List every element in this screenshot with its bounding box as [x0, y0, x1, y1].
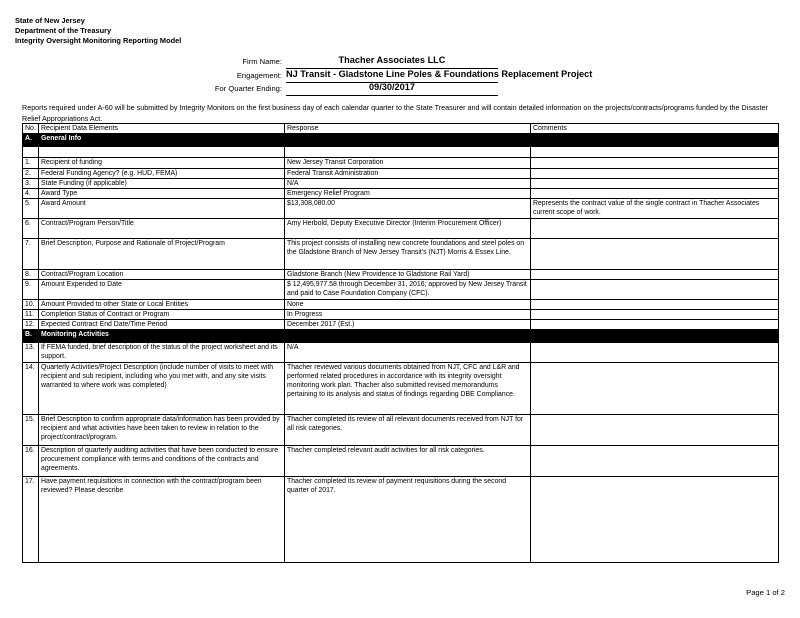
quarter-value: 09/30/2017 [369, 82, 415, 92]
row-comment [531, 343, 779, 363]
row-no: 9. [23, 280, 39, 300]
table-row [23, 415, 779, 446]
engagement-row [0, 69, 800, 81]
row-response: $ 12,495,977.58 through December 31, 2016; approved by New Jersey Transit and paid to Case Foundation Company (CFC). [285, 280, 531, 300]
row-response: Amy Herbold, Deputy Executive Director (Interim Procurement Officer) [285, 219, 531, 239]
row-comment [531, 310, 779, 320]
row-element: Amount Provided to other State or Local Entities [39, 300, 285, 310]
agency-department: Department of the Treasury [15, 26, 112, 36]
row-no: 3. [23, 179, 39, 189]
table-row [23, 270, 779, 280]
firm-label: Firm Name: [242, 57, 282, 66]
table-row [23, 219, 779, 239]
row-comment [531, 300, 779, 310]
table-row [23, 147, 779, 158]
row-no: 10. [23, 300, 39, 310]
row-comment [531, 270, 779, 280]
section-no: A. [23, 134, 39, 147]
row-no: 2. [23, 169, 39, 179]
row-response: This project consists of installing new concrete foundations and steel poles on the Gladstone Branch of New Jersey Transit's (NJT) Morris & Essex Line. [285, 239, 531, 270]
row-element: Completion Status of Contract or Program [39, 310, 285, 320]
row-element: Brief Description to confirm appropriate data/information has been provided by recipient and what activities have been taken to review in relation to the project/contract/program. [39, 415, 285, 446]
table-row [23, 446, 779, 477]
row-response: N/A [285, 343, 531, 363]
report-model-title: Integrity Oversight Monitoring Reporting Model [15, 36, 182, 46]
engagement-label: Engagement: [236, 71, 282, 80]
row-element: Quarterly Activities/Project Description (include number of visits to meet with recipient and sub recipient, including who you met with, and any site visits warranted to where work was completed) [39, 363, 285, 415]
row-no: 7. [23, 239, 39, 270]
section-no: B. [23, 330, 39, 343]
row-element: Contract/Program Location [39, 270, 285, 280]
row-response: In Progress [285, 310, 531, 320]
header-comments: Comments [531, 124, 779, 134]
row-comment [531, 189, 779, 199]
row-element: Brief Description, Purpose and Rationale of Project/Program [39, 239, 285, 270]
row-no: 1. [23, 158, 39, 169]
row-response: New Jersey Transit Corporation [285, 158, 531, 169]
quarter-row [0, 82, 800, 94]
row-response: Thacher completed relevant audit activities for all risk categories. [285, 446, 531, 477]
row-no: 13. [23, 343, 39, 363]
table-row [23, 280, 779, 300]
row-response: Federal Transit Administration [285, 169, 531, 179]
row-response: Thacher completed its review of all relevant documents received from NJT for all risk categories. [285, 415, 531, 446]
agency-header [15, 16, 181, 47]
table-row [23, 320, 779, 330]
row-comment [531, 169, 779, 179]
row-no [23, 147, 39, 158]
row-no: 15. [23, 415, 39, 446]
row-no: 8. [23, 270, 39, 280]
row-comment: Represents the contract value of the single contract in Thacher Associates current scope of work. [531, 199, 779, 219]
row-element: State Funding (if applicable) [39, 179, 285, 189]
row-no: 6. [23, 219, 39, 239]
quarter-label: For Quarter Ending: [214, 84, 282, 93]
row-response: $13,308,080.00 [285, 199, 531, 219]
row-comment [531, 239, 779, 270]
table-row [23, 363, 779, 415]
row-element: Award Amount [39, 199, 285, 219]
row-element: Award Type [39, 189, 285, 199]
firm-row [0, 55, 800, 67]
report-table [22, 123, 779, 563]
header-element: Recipient Data Elements [39, 124, 285, 134]
page-number: Page 1 of 2 [746, 588, 785, 597]
table-row [23, 343, 779, 363]
row-element: If FEMA funded, brief description of the status of the project worksheet and its support. [39, 343, 285, 363]
row-no: 5. [23, 199, 39, 219]
quarter-underline [286, 95, 498, 96]
table-row [23, 310, 779, 320]
row-response: Thacher reviewed various documents obtained from NJT, CFC and L&R and performed related procedures in accordance with its integrity oversight monitoring work plan. Thacher also submitted revised memorandums pertaining to its analysis and status of findings regarding DBE Compliance. [285, 363, 531, 415]
row-element: Contract/Program Person/Title [39, 219, 285, 239]
row-no: 14. [23, 363, 39, 415]
row-element: Federal Funding Agency? (e.g. HUD, FEMA) [39, 169, 285, 179]
row-comment [531, 219, 779, 239]
row-comment [531, 446, 779, 477]
row-no: 4. [23, 189, 39, 199]
table-row [23, 300, 779, 310]
row-response: None [285, 300, 531, 310]
row-element: Have payment requisitions in connection with the contract/program been reviewed? Please describe [39, 477, 285, 563]
table-row [23, 189, 779, 199]
row-no: 17. [23, 477, 39, 563]
row-comment [531, 477, 779, 563]
row-comment [531, 363, 779, 415]
header-response: Response [285, 124, 531, 134]
section-title: Monitoring Activities [39, 330, 779, 343]
row-no: 11. [23, 310, 39, 320]
table-row [23, 158, 779, 169]
row-comment [531, 320, 779, 330]
row-response: Thacher completed its review of payment requisitions during the second quarter of 2017. [285, 477, 531, 563]
section-header-general-info [23, 134, 779, 147]
row-response: Gladstone Branch (New Providence to Gladstone Rail Yard) [285, 270, 531, 280]
row-response [285, 147, 531, 158]
row-comment [531, 158, 779, 169]
table-row [23, 169, 779, 179]
header-no: No. [23, 124, 39, 134]
row-response: December 2017 (Est.) [285, 320, 531, 330]
table-row [23, 239, 779, 270]
row-element: Amount Expended to Date [39, 280, 285, 300]
table-row [23, 199, 779, 219]
row-comment [531, 280, 779, 300]
row-comment [531, 179, 779, 189]
table-row [23, 477, 779, 563]
engagement-value: NJ Transit - Gladstone Line Poles & Foundations Replacement Project [286, 69, 593, 79]
row-element: Recipient of funding [39, 158, 285, 169]
row-element: Expected Contract End Date/Time Period [39, 320, 285, 330]
table-row [23, 179, 779, 189]
row-element [39, 147, 285, 158]
row-comment [531, 415, 779, 446]
row-no: 16. [23, 446, 39, 477]
firm-value: Thacher Associates LLC [338, 55, 446, 65]
section-header-monitoring-activities [23, 330, 779, 343]
row-response: Emergency Relief Program [285, 189, 531, 199]
row-comment [531, 147, 779, 158]
intro-text: Reports required under A-60 will be submitted by Integrity Monitors on the first business day of each calendar quarter to the State Treasurer and will contain detailed information on the projects/contracts/programs funded by the Disaster Relief Appropriations Act. [22, 103, 768, 123]
agency-state: State of New Jersey [15, 16, 85, 25]
section-title: General Info [39, 134, 779, 147]
row-element: Description of quarterly auditing activities that have been conducted to ensure procurement compliance with terms and conditions of the contracts and agreements. [39, 446, 285, 477]
table-header-row [23, 124, 779, 134]
row-response: N/A [285, 179, 531, 189]
row-no: 12. [23, 320, 39, 330]
